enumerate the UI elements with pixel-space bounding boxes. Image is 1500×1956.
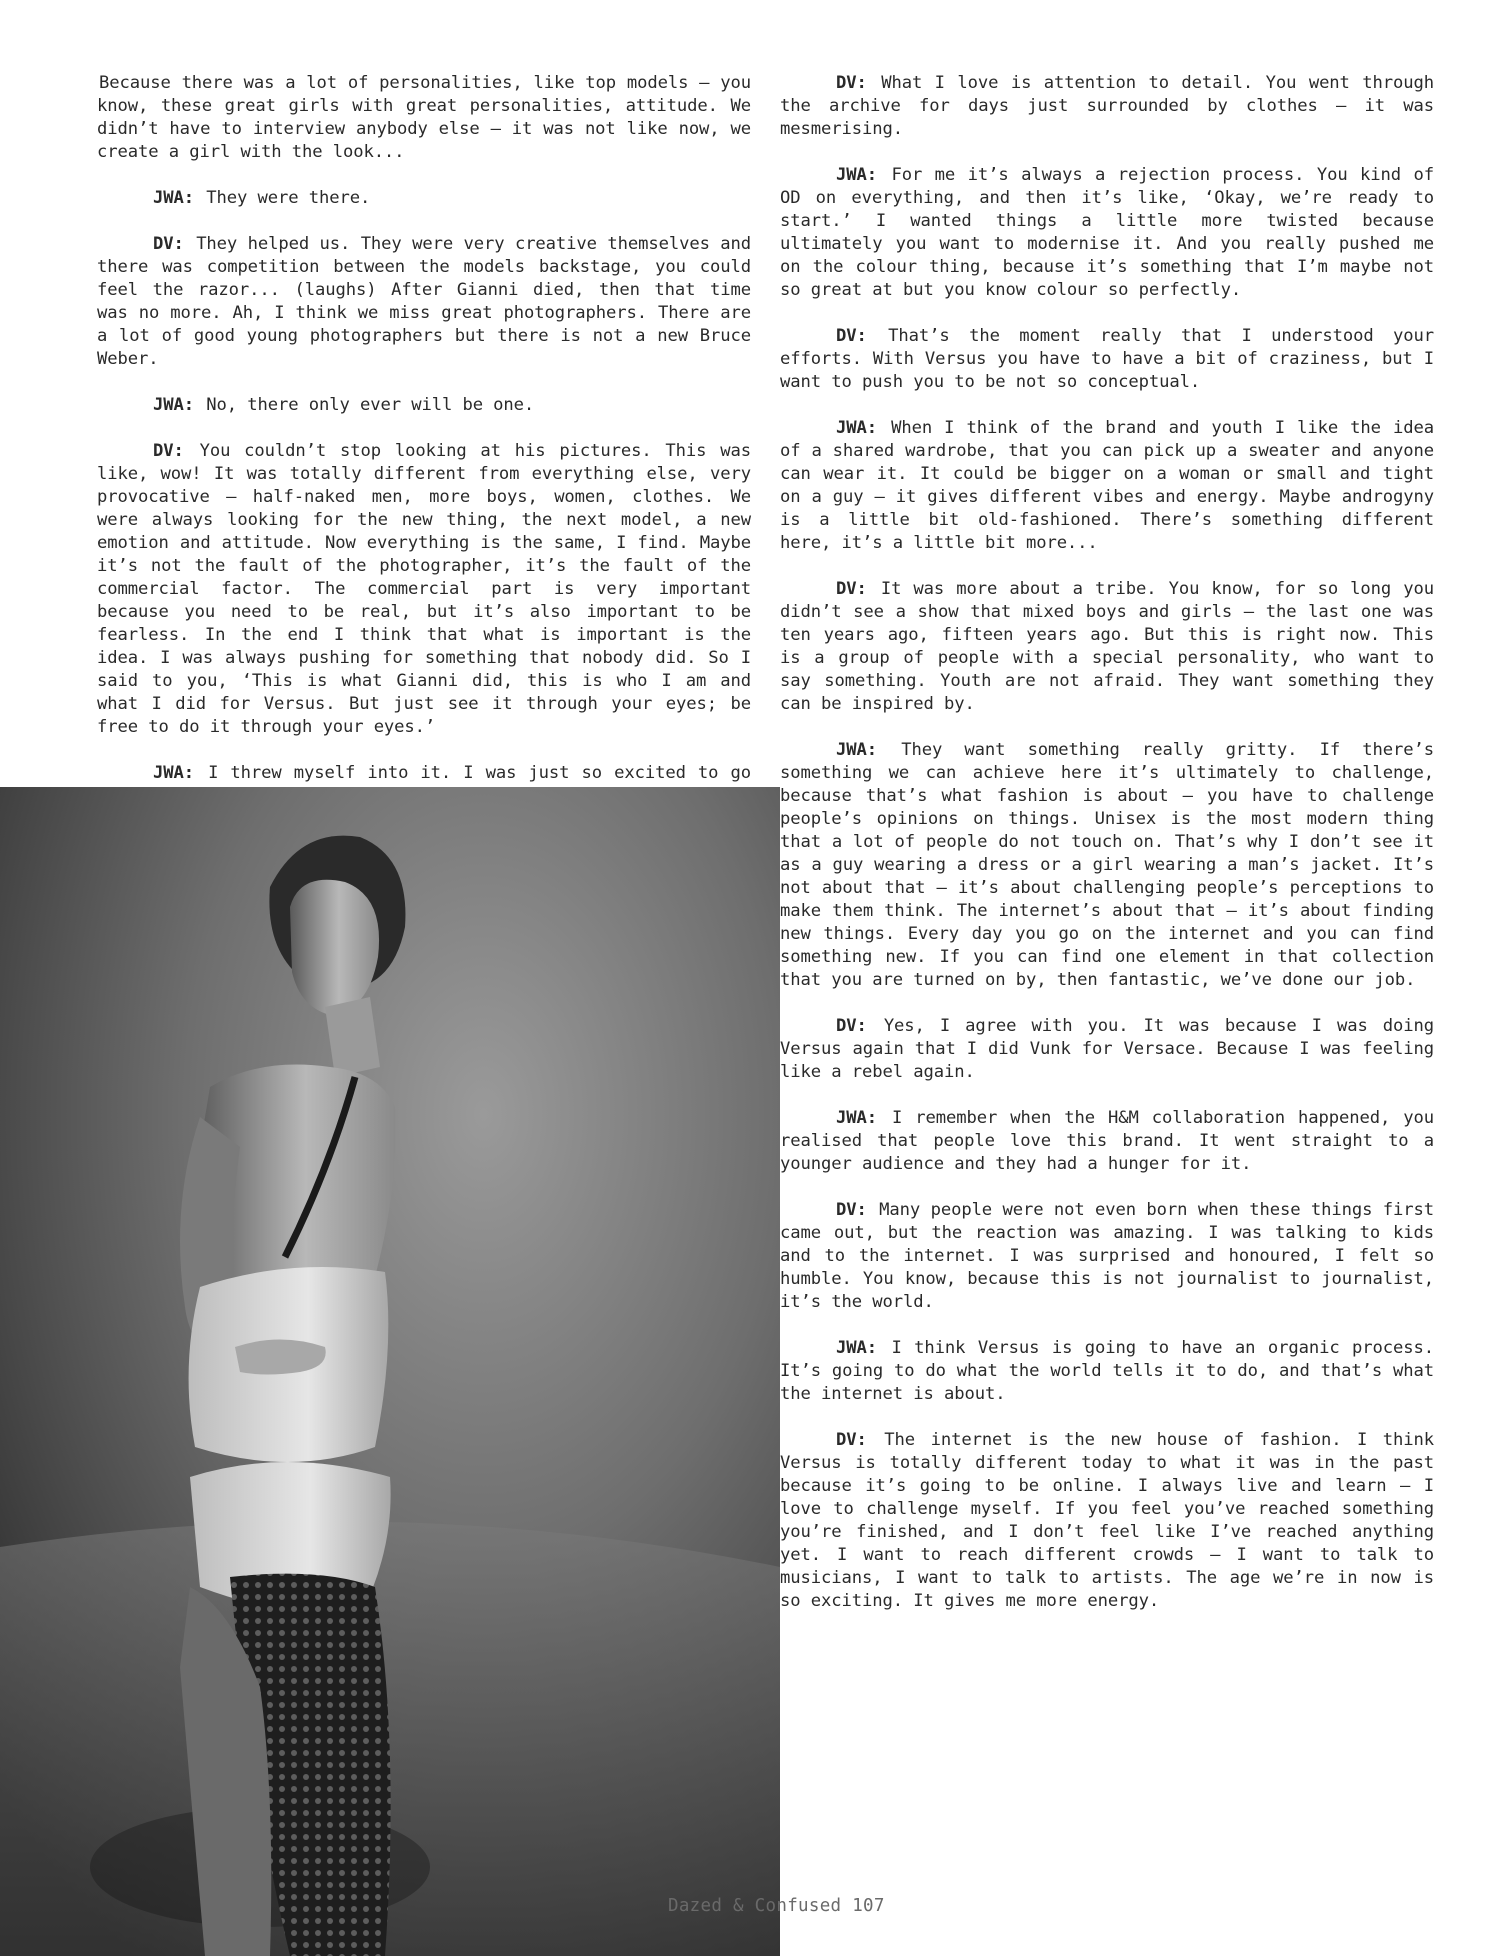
article-paragraph: [780, 1337, 1434, 1406]
speaker-label: JWA:: [836, 165, 877, 185]
speaker-label: JWA:: [153, 188, 194, 208]
speaker-label: JWA:: [836, 1338, 877, 1358]
paragraph-text: The internet is the new house of fashion. I think Versus is totally different today to what it was in the past because it’s going to be online. I always live and learn – I love to challenge myself. If you feel you’ve reached something you’re finished, and I don’t feel like I’ve reached anything yet. I want to reach different crowds – I want to talk to musicians, I want to talk to artists. The age we’re in now is so exciting. It gives me more energy.: [780, 1430, 1435, 1611]
article-paragraph: [780, 1429, 1434, 1613]
speaker-label: DV:: [836, 579, 867, 599]
editorial-photograph: [0, 787, 780, 1956]
paragraph-text: No, there only ever will be one.: [206, 395, 535, 415]
article-paragraph: [97, 72, 751, 164]
paragraph-text: You couldn’t stop looking at his pictures. This was like, wow! It was totally different from everything else, very provocative – half-naked men, more boys, women, clothes. We were always looking for the new thing, the next model, a new emotion and attitude. Now everything is the same, I find. Maybe it’s not the fault of the photographer, it’s the fault of the commercial factor. The commercial part is very important because you need to be real, but it’s also important to be fearless. In the end I think that what is important is the idea. I was always pushing for something that nobody did. So I said to you, ‘This is what Gianni did, this is who I am and what I did for Versus. But just see it through your eyes; be free to do it through your eyes.’: [97, 441, 751, 737]
paragraph-text: It was more about a tribe. You know, for so long you didn’t see a show that mixed boys and girls – the last one was ten years ago, fifteen years ago. But this is right now. This is a group of people with a special personality, who want to say something. Youth are not afraid. They want something they can be inspired by.: [780, 579, 1434, 714]
article-paragraph: [780, 325, 1434, 394]
speaker-label: DV:: [836, 1016, 867, 1036]
article-paragraph: [780, 739, 1434, 992]
speaker-label: JWA:: [836, 740, 877, 760]
article-paragraph: [97, 233, 751, 371]
paragraph-text: When I think of the brand and youth I like the idea of a shared wardrobe, that you can pick up a sweater and anyone can wear it. It could be bigger on a woman or small and tight on a guy – it gives different vibes and energy. Maybe androgyny is a little bit old-fashioned. There’s something different here, it’s a little bit more...: [780, 418, 1434, 553]
speaker-label: DV:: [836, 73, 867, 93]
paragraph-text: Yes, I agree with you. It was because I was doing Versus again that I did Vunk for Versace. Because I was feeling like a rebel again.: [780, 1016, 1435, 1082]
paragraph-text: Because there was a lot of personalities, like top models – you know, these great girls with great personalities, attitude. We didn’t have to interview anybody else – it was not like now, we create a girl with the look...: [97, 73, 751, 162]
speaker-label: DV:: [153, 441, 184, 461]
speaker-label: DV:: [836, 326, 867, 346]
page-folio: Dazed & Confused 107: [668, 1896, 885, 1916]
article-paragraph: [780, 417, 1434, 555]
article-column-right: [780, 72, 1434, 1613]
article-paragraph: [97, 440, 751, 739]
paragraph-text: What I love is attention to detail. You went through the archive for days just surrounded by clothes – it was mesmerising.: [780, 73, 1435, 139]
speaker-label: DV:: [836, 1200, 867, 1220]
paragraph-text: I think Versus is going to have an organic process. It’s going to do what the world tells it to do, and that’s what the internet is about.: [780, 1338, 1435, 1404]
article-paragraph: [780, 72, 1434, 141]
speaker-label: JWA:: [153, 395, 194, 415]
speaker-label: DV:: [836, 1430, 867, 1450]
article-paragraph: [97, 187, 751, 210]
speaker-label: JWA:: [153, 763, 194, 783]
paragraph-text: They were there.: [206, 188, 371, 208]
article-column-left: [97, 72, 751, 831]
speaker-label: JWA:: [836, 418, 877, 438]
paragraph-text: I remember when the H&M collaboration happened, you realised that people love this brand. It went straight to a younger audience and they had a hunger for it.: [780, 1108, 1434, 1174]
paragraph-text: I threw myself into it. I was just so excited to go: [208, 763, 751, 783]
article-paragraph: [780, 164, 1434, 302]
article-paragraph: [780, 1107, 1434, 1176]
paragraph-text: Many people were not even born when these things first came out, but the reaction was amazing. I was talking to kids and to the internet. I was surprised and honoured, I felt so humble. You know, because this is not journalist to journalist, it’s the world.: [780, 1200, 1434, 1312]
paragraph-text: They want something really gritty. If there’s something we can achieve here it’s ultimately to challenge, because that’s what fashion is about – you have to challenge people’s opinions on things. Unisex is the most modern thing that a lot of people do not touch on. That’s why I don’t see it as a guy wearing a dress or a girl wearing a man’s jacket. It’s not about that – it’s about challenging people’s perceptions to make them think. The internet’s about that – it’s about finding new things. Every day you go on the internet and you can find something new. If you can find one element in that collection that you are turned on by, then fantastic, we’ve done our job.: [780, 740, 1435, 990]
paragraph-text: For me it’s always a rejection process. You kind of OD on everything, and then it’s like, ‘Okay, we’re ready to start.’ I wanted things a little more twisted because ultimately you want to modernise it. And you really pushed me on the colour thing, because it’s something that I’m maybe not so great at but you know colour so perfectly.: [780, 165, 1435, 300]
article-paragraph: [780, 1015, 1434, 1084]
paragraph-text: That’s the moment really that I understood your efforts. With Versus you have to have a bit of craziness, but I want to push you to be not so conceptual.: [780, 326, 1434, 392]
article-paragraph: [97, 394, 751, 417]
article-paragraph: [780, 1199, 1434, 1314]
speaker-label: JWA:: [836, 1108, 877, 1128]
article-paragraph: [780, 578, 1434, 716]
speaker-label: DV:: [153, 234, 184, 254]
paragraph-text: They helped us. They were very creative themselves and there was competition between the models backstage, you could feel the razor... (laughs) After Gianni died, then that time was no more. Ah, I think we miss great photographers. There are a lot of good young photographers but there is not a new Bruce Weber.: [97, 234, 751, 369]
